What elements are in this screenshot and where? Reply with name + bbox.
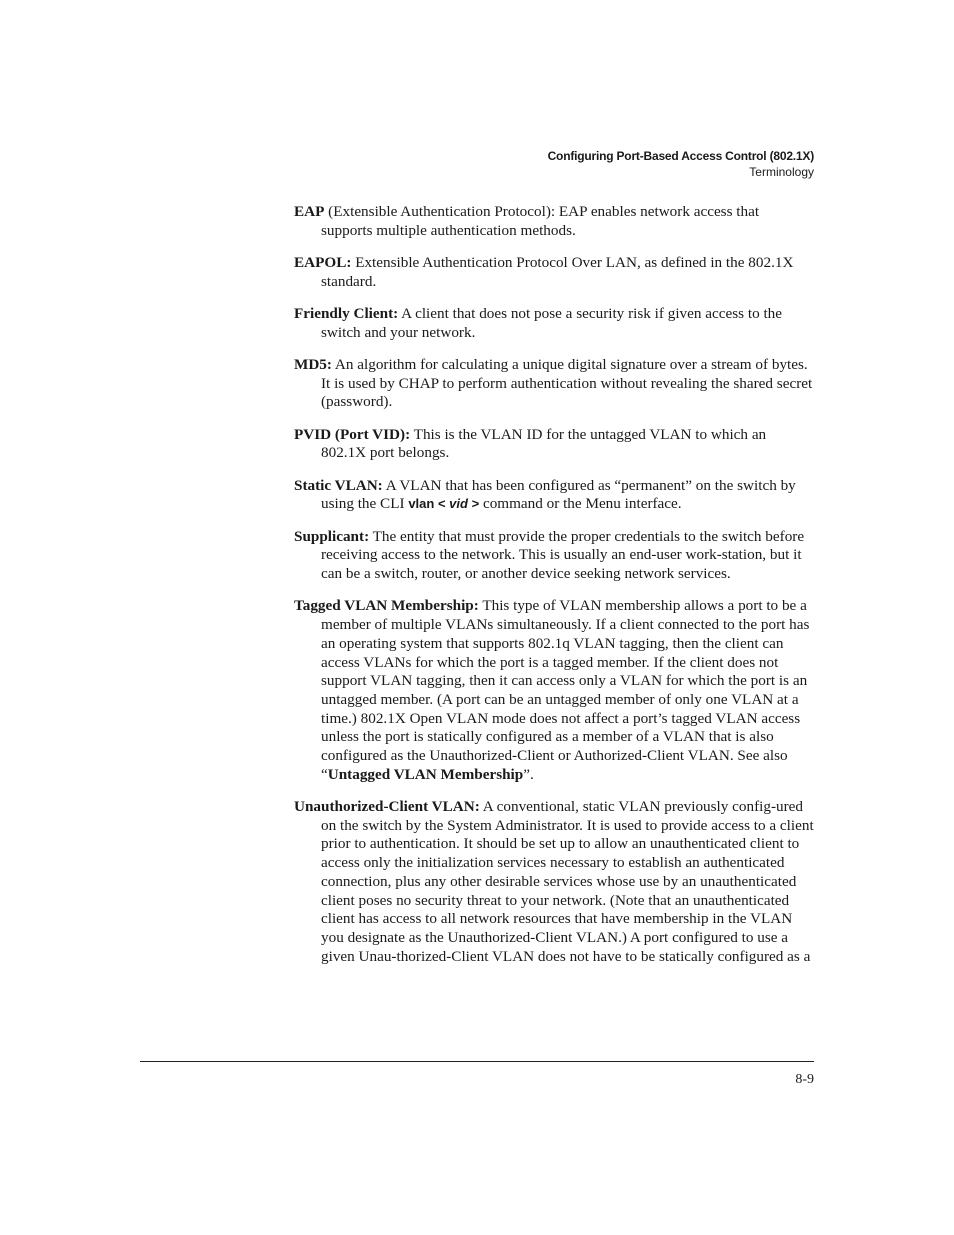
glossary-body: [294, 203, 814, 980]
glossary-entry-unauthorized-client-vlan: [294, 798, 814, 966]
glossary-definition: This is the VLAN ID for the untagged VLAN to which an 802.1X port belongs.: [321, 425, 767, 462]
glossary-term: EAP: [294, 203, 325, 220]
glossary-entry-static-vlan: [294, 477, 814, 514]
section-title: Terminology: [749, 165, 814, 179]
glossary-term: Supplicant:: [294, 527, 370, 545]
glossary-entry-supplicant: [294, 528, 814, 584]
glossary-term: EAPOL:: [294, 254, 352, 271]
glossary-term: PVID (Port VID):: [294, 425, 411, 443]
running-header: [548, 148, 814, 180]
glossary-definition-tail: ”.: [523, 765, 534, 783]
footer-divider: [140, 1061, 814, 1062]
cli-command-argument: vid: [445, 496, 472, 512]
glossary-entry-tagged-vlan-membership: [294, 597, 814, 784]
glossary-term: MD5:: [294, 356, 332, 373]
glossary-definition: A client that does not pose a security risk if given access to the switch and your network.: [321, 305, 783, 341]
glossary-term: Static VLAN:: [294, 476, 383, 494]
cross-reference: Untagged VLAN Membership: [327, 765, 524, 783]
glossary-definition: Extensible Authentication Protocol Over LAN, as defined in the 802.1X standard.: [321, 254, 794, 290]
cli-command-keyword: vlan <: [408, 496, 446, 512]
chapter-title: Configuring Port-Based Access Control (802.1X): [547, 149, 814, 163]
glossary-term: Tagged VLAN Membership:: [294, 597, 479, 615]
glossary-definition: The entity that must provide the proper credentials to the switch before receiving access to the network. This is usually an end-user work-station, but it can be a switch, router, or another device seeking network services.: [321, 527, 805, 583]
glossary-definition: A conventional, static VLAN previously config-ured on the switch by the System Administrator. It is used to provide access to a client prior to authentication. It should be set up to allow an unauthenticated client to access only the initialization services necessary to establish an authenticated connection, plus any other desirable services whose use by an unauthenticated client poses no security threat to your network. (Note that an unauthenticated client has access to all network resources that have membership in the VLAN you designate as the Unauthorized-Client VLAN.) A port configured to use a given Unau-thorized-Client VLAN does not have to be statically configured as a: [321, 798, 814, 965]
glossary-definition: This type of VLAN membership allows a port to be a member of multiple VLANs simultaneously. If a client connected to the port has an operating system that supports 802.1q VLAN tagging, then the client can access VLANs for which the port is a tagged member. If the client does not support VLAN tagging, then it can access only a VLAN for which the port is an untagged member. (A port can be an untagged member of only one VLAN at a time.) 802.1X Open VLAN mode does not affect a port’s tagged VLAN access unless the port is statically configured as a member of a VLAN that is also configured as the Unauthorized-Client or Authorized-Client VLAN. See also “: [321, 597, 810, 783]
glossary-definition: A VLAN that has been configured as “permanent” on the switch by using the CLI: [321, 476, 796, 513]
glossary-entry-eapol: [294, 254, 814, 291]
glossary-definition-tail: command or the Menu interface.: [479, 495, 682, 513]
glossary-definition: (Extensible Authentication Protocol): EAP enables network access that supports multiple authentication methods.: [321, 203, 760, 239]
glossary-term: Friendly Client:: [294, 305, 399, 322]
cli-command: [408, 496, 479, 511]
glossary-entry-md5: [294, 356, 814, 412]
glossary-term: Unauthorized-Client VLAN:: [294, 798, 480, 816]
glossary-definition: An algorithm for calculating a unique digital signature over a stream of bytes. It is used by CHAP to perform authentication without revealing the shared secret (password).: [321, 356, 813, 411]
glossary-entry-friendly-client: [294, 305, 814, 342]
glossary-entry-eap: [294, 203, 814, 240]
glossary-entry-pvid: [294, 426, 814, 463]
cli-command-close: >: [471, 496, 480, 512]
page-number: 8-9: [795, 1072, 814, 1087]
